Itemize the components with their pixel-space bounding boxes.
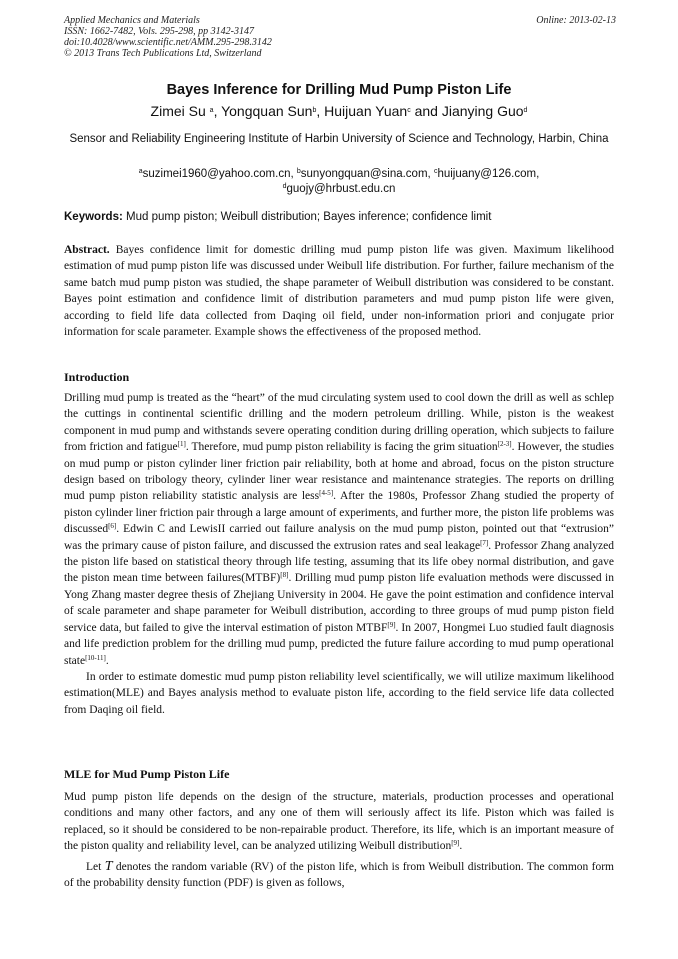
text-run: . xyxy=(105,654,109,667)
email: $^a$suzimei1960@yahoo.com.cn, xyxy=(138,168,297,180)
keywords xyxy=(64,211,614,223)
text-run: denotes the random variable (RV) of the piston life, which is from Weibull distribution. The common form of the probability density function (PDF) is given as follows, xyxy=(64,860,615,890)
text-run: . Professor Zhang analyzed the piston life based on statistical theory through life testing, assuming that its life obey normal distribution, and gave the piston mean time between failures(MTBF) xyxy=(64,539,614,585)
affiliation: Sensor and Reliability Engineering Institute of Harbin University of Science and Technology, Harbin, China xyxy=(69,133,609,145)
email: $^b$sunyongquan@sina.com, xyxy=(296,168,434,180)
abstract-text: Bayes confidence limit for domestic drilling mud pump piston life was given. Maximum likelihood estimation of mud pump piston life was discussed under Weibull life distribution. For further, failure mechanism of the same batch mud pump piston was studied, the shape parameter of Weibull distribution was considered to be constant. Bayes point estimation and confidence limit of distribution parameters and mud pump piston life were given, according to field life data collected from Daqing oil field, under non-information priori and conjugate prior information for scale parameter. Example shows the effectiveness of the proposed method. xyxy=(64,244,615,339)
section-heading-introduction: Introduction xyxy=(64,370,130,384)
text-run: Let xyxy=(86,860,105,873)
rich-paragraph xyxy=(64,858,615,890)
journal-name: Applied Mechanics and Materials xyxy=(64,15,200,26)
citation-ref: [1] xyxy=(177,440,186,449)
section-heading-mle: MLE for Mud Pump Piston Life xyxy=(64,767,230,781)
rich-paragraph xyxy=(64,392,614,667)
author: Zimei Su $^a$, xyxy=(150,103,222,119)
text-run: . After the 1980s, Professor Zhang studied the property of piston cylinder liner friction pair through a large amount of experiments, and further more, the piston life problems was discussed xyxy=(64,490,614,536)
text-run: . In 2007, Hongmei Luo studied fault diagnosis and life prediction problem for the drilling mud pump, predicted the future failure according to mud pump operational state xyxy=(64,621,614,667)
paragraph xyxy=(64,859,614,892)
citation-ref: [4-5] xyxy=(319,489,334,498)
text-run: Mud pump piston life depends on the design of the structure, materials, production processes and operational conditions and many other factors, and any one of them will seriously affect its life. Piston which was failed is replaced, so it should be considered to be non-repairable product. Therefore, its life, which is an important measure of the piston quality and reliability level, can be analyzed utilizing Weibull distribution xyxy=(64,791,614,853)
citation-ref: [9] xyxy=(387,620,396,629)
text-run: . However, the studies on mud pump or piston cylinder liner friction pair reliability, both at home and abroad, focus on the piston structure design based on tribology theory, cylinder liner wear resistance and maintenance strategies. The reports on drilling mud pump piston reliability statistic analysis are less xyxy=(64,441,614,503)
author: Jianying Guo$^d$ xyxy=(441,103,528,119)
abstract xyxy=(64,242,614,340)
text-run: . Edwin C and LewisII carried out failure analysis on the mud pump piston, pointed out that “extrusion” was the primary cause of piston failure, and discussed the extrusion rates and seal leakage xyxy=(64,523,614,552)
paragraph xyxy=(64,789,614,855)
paper-title: Bayes Inference for Drilling Mud Pump Piston Life xyxy=(166,82,512,98)
citation-ref: [2-3] xyxy=(497,440,512,449)
journal-header xyxy=(64,15,616,59)
rich-paragraph xyxy=(64,791,614,852)
text-run: . Therefore, mud pump piston reliability is facing the grim situation xyxy=(185,441,498,454)
citation-ref: [9] xyxy=(451,839,460,848)
email: $^c$huijuany@126.com, xyxy=(433,168,540,180)
doi-line: doi:10.4028/www.scientific.net/AMM.295-298.3142 xyxy=(64,37,272,48)
issn-line: ISSN: 1662-7482, Vols. 295-298, pp 3142-3147 xyxy=(64,26,254,37)
paragraph: In order to estimate domestic mud pump piston reliability level scientifically, we will utilize maximum likelihood estimation(MLE) and Bayes analysis method to evaluate piston life, according to the field service life data collected from Daqing oil field. xyxy=(64,670,614,716)
paragraph xyxy=(64,390,614,669)
mle-section xyxy=(64,789,614,891)
email-list xyxy=(64,167,614,197)
keywords-text: Mud pump piston; Weibull distribution; Bayes inference; confidence limit xyxy=(126,211,492,223)
author: Huijuan Yuan$^c$ and xyxy=(324,103,442,119)
introduction-section xyxy=(64,390,614,718)
text-run: . Drilling mud pump piston life evaluation methods were discussed in Yong Zhang master degree thesis of Zhejiang University in 2004. He gave the point estimation and confidence interval of scale parameter and shape parameter for Weibull distribution, according to three groups of mud pump piston field service data, but failed to give the interval estimation of piston MTBF xyxy=(64,572,615,634)
online-date: Online: 2013-02-13 xyxy=(536,15,616,26)
citation-ref: [8] xyxy=(280,571,289,580)
math-variable: T xyxy=(104,858,113,874)
author: Yongquan Sun$^b$, xyxy=(221,103,325,119)
author-list xyxy=(64,103,614,119)
text-run: . xyxy=(459,840,463,853)
citation-ref: [10-11] xyxy=(85,653,106,662)
keywords-label: Keywords: xyxy=(64,211,123,223)
copyright-line: © 2013 Trans Tech Publications Ltd, Switzerland xyxy=(64,48,262,59)
text-run: Drilling mud pump is treated as the “heart” of the mud circulating system used to cool down the drill as well as schlep the cuttings in continental scientific drilling and the modern petroleum drilling. While, piston is the weakest component in mud pump and withstands severe operating condition during drilling operation, which subjects to failure from friction and fatigue xyxy=(64,392,614,454)
citation-ref: [7] xyxy=(480,538,489,547)
citation-ref: [6] xyxy=(108,522,117,531)
email: $^d$guojy@hrbust.edu.cn xyxy=(282,183,396,195)
abstract-label: Abstract. xyxy=(64,244,110,256)
